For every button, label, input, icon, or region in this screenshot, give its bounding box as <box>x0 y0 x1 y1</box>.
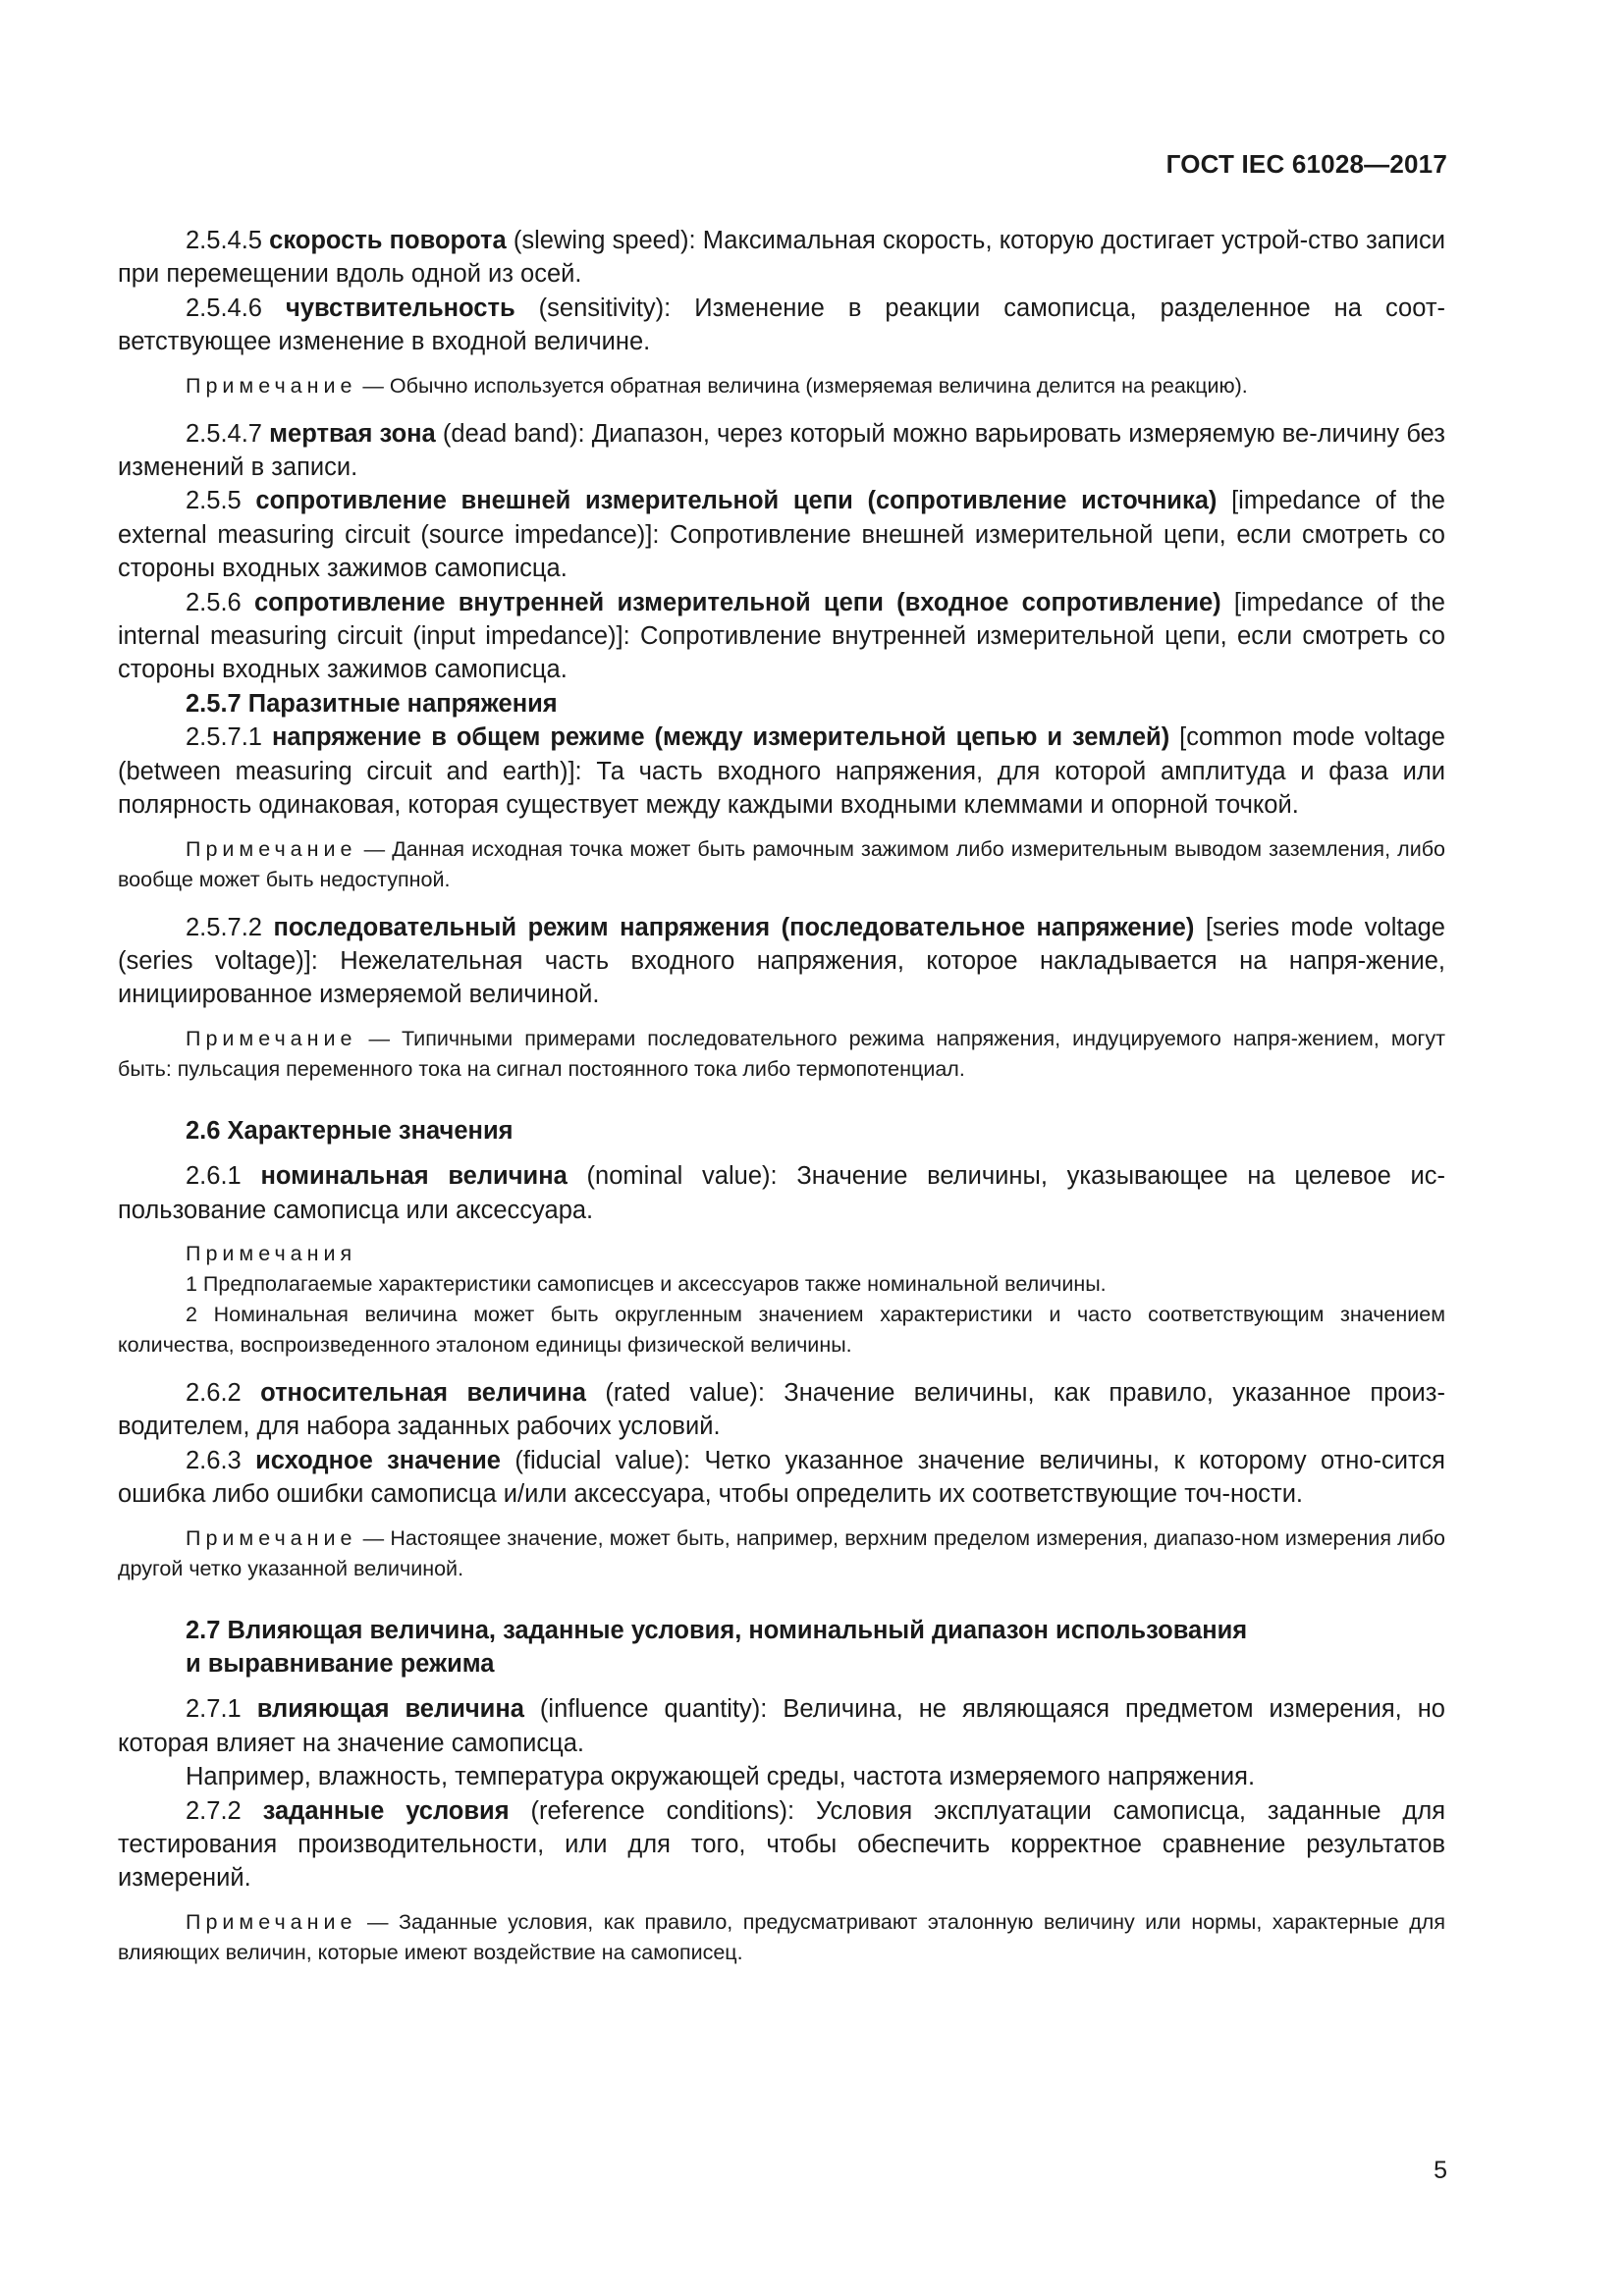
definition: (slewing speed): Максимальная скорость, которую достигает устрой-ство записи при перемещении вдоль одной из осей. <box>118 227 1446 289</box>
note-label: Примечание <box>186 1525 357 1550</box>
definition: (reference conditions): Условия эксплуатации самописца, заданные для тестирования производительности, или для того, чтобы обеспечить корректное сравнение результатов измерений. <box>118 1796 1446 1893</box>
note-text: — Обычно используется обратная величина (измеряемая величина делится на реакцию). <box>356 373 1248 398</box>
clause-number: 2.5.4.7 <box>186 419 270 448</box>
note-2-6-1-item-1: 1 Предполагаемые характеристики самописцев и аксессуаров также номинальной величины. <box>186 1271 1107 1296</box>
term: последовательный режим напряжения (последовательное напряжение) <box>273 913 1195 941</box>
clause-2-5-4-7 <box>118 417 1445 485</box>
term: сопротивление внешней измерительной цепи (сопротивление источника) <box>255 487 1218 515</box>
notes-label-2-6-1 <box>118 1239 1445 1269</box>
clause-2-6-3 <box>118 1444 1445 1512</box>
definition: (fiducial value): Четко указанное значение величины, к которому отно-сится ошибка либо ошибки самописца и/или аксессуара, чтобы определить их соответствующие точ-ности. <box>118 1446 1445 1509</box>
clause-number: 2.5.6 <box>186 588 254 616</box>
term: исходное значение <box>255 1446 501 1474</box>
clause-2-5-5 <box>118 484 1445 585</box>
term: напряжение в общем режиме (между измерительной цепью и землей) <box>271 723 1170 752</box>
clause-2-6-1 <box>118 1159 1445 1227</box>
term: относительная величина <box>260 1378 586 1407</box>
definition: [common mode voltage (between measuring circuit and earth)]: Та часть входного напряжения, для которой амплитуда и фаза или полярность одинаковая, которая существует между каждыми входными клеммами и опорной точкой. <box>118 723 1445 820</box>
note-text: — Данная исходная точка может быть рамочным зажимом либо измерительным выводом заземления, либо вообще может быть недоступной. <box>118 836 1445 891</box>
heading-2-5-7: 2.5.7 Паразитные напряжения <box>186 689 558 718</box>
clause-number: 2.5.4.6 <box>186 294 287 322</box>
note-2-5-4-6 <box>118 371 1445 401</box>
clause-2-7-1-example: Например, влажность, температура окружающей среды, частота измеряемого напряжения. <box>186 1763 1256 1791</box>
clause-2-5-4-5 <box>118 224 1445 292</box>
note-text: — Заданные условия, как правило, предусматривают эталонную величину или нормы, характерные для влияющих величин, которые имеют воздействие на самописец. <box>118 1909 1445 1964</box>
note-label: Примечание <box>186 836 357 861</box>
definition: (sensitivity): Изменение в реакции самописца, разделенное на соот-ветствующее изменение в входной величине. <box>118 294 1445 356</box>
definition: (nominal value): Значение величины, указывающее на целевое ис-пользование самописца или аксессуара. <box>118 1162 1445 1224</box>
term: заданные условия <box>262 1796 510 1825</box>
clause-number: 2.5.7.1 <box>186 723 272 752</box>
definition: [impedance of the internal measuring circuit (input impedance)]: Сопротивление внутренней измерительной цепи, если смотреть со стороны входных зажимов самописца. <box>118 588 1445 684</box>
page-content <box>118 224 1445 1968</box>
heading-2-7-line-1: 2.7 Влияющая величина, заданные условия, номинальный диапазон использования <box>186 1616 1248 1644</box>
heading-2-7-line-2: и выравнивание режима <box>186 1649 495 1678</box>
clause-number: 2.6.3 <box>186 1446 256 1474</box>
clause-2-5-7-1 <box>118 721 1445 822</box>
note-text: — Настоящее значение, может быть, например, верхним пределом измерения, диапазо-ном измерения либо другой четко указанной величиной. <box>118 1525 1445 1580</box>
clause-number: 2.5.4.5 <box>186 227 270 254</box>
clause-number: 2.6.2 <box>186 1378 261 1407</box>
page-number: 5 <box>1434 2157 1447 2184</box>
note-label: Примечание <box>186 373 357 398</box>
definition: [series mode voltage (series voltage)]: Нежелательная часть входного напряжения, которое накладывается на напря-жение, инициированное измеряемой величиной. <box>118 913 1445 1009</box>
definition: [impedance of the external measuring circuit (source impedance)]: Сопротивление внешней измерительной цепи, если смотреть со стороны входных зажимов самописца. <box>118 487 1445 583</box>
clause-number: 2.6.1 <box>186 1162 261 1191</box>
term: чувствительность <box>286 294 515 322</box>
clause-2-5-6 <box>118 586 1445 687</box>
clause-2-6-2 <box>118 1376 1445 1444</box>
clause-2-5-7-2 <box>118 911 1445 1012</box>
note-label: Примечание <box>186 1909 357 1934</box>
heading-2-6: 2.6 Характерные значения <box>186 1116 514 1145</box>
term: скорость поворота <box>269 227 507 254</box>
definition: (influence quantity): Величина, не являющаяся предметом измерения, но которая влияет на значение самописца. <box>118 1695 1445 1757</box>
note-2-6-1-item-2: 2 Номинальная величина может быть округленным значением характеристики и часто соответствующим значением количества, воспроизведенного эталоном единицы физической величины. <box>118 1302 1445 1357</box>
document-id-header: ГОСТ IEC 61028—2017 <box>1165 149 1447 179</box>
note-2-6-3 <box>118 1523 1445 1584</box>
clause-2-7-1 <box>118 1692 1445 1760</box>
term: влияющая величина <box>256 1695 524 1724</box>
note-2-5-7-1 <box>118 834 1445 895</box>
clause-2-7-2 <box>118 1794 1445 1896</box>
definition: (dead band): Диапазон, через который можно варьировать измеряемую ве-личину без изменений в записи. <box>118 419 1445 482</box>
note-2-7-2 <box>118 1907 1445 1968</box>
term: сопротивление внутренней измерительной цепи (входное сопротивление) <box>253 588 1221 616</box>
clause-number: 2.7.2 <box>186 1796 263 1825</box>
note-label: Примечание <box>186 1026 357 1050</box>
definition: (rated value): Значение величины, как правило, указанное произ-водителем, для набора заданных рабочих условий. <box>118 1378 1445 1441</box>
clause-2-5-4-6 <box>118 292 1445 359</box>
clause-number: 2.5.7.2 <box>186 913 274 941</box>
note-text: — Типичными примерами последовательного режима напряжения, индуцируемого напря-жением, могут быть: пульсация переменного тока на сигнал постоянного тока либо термопотенциал. <box>118 1026 1445 1081</box>
notes-label: Примечания <box>186 1241 357 1265</box>
term: мертвая зона <box>269 419 436 448</box>
note-2-5-7-2 <box>118 1024 1445 1085</box>
clause-number: 2.7.1 <box>186 1695 257 1724</box>
clause-number: 2.5.5 <box>186 487 256 515</box>
term: номинальная величина <box>260 1162 568 1191</box>
